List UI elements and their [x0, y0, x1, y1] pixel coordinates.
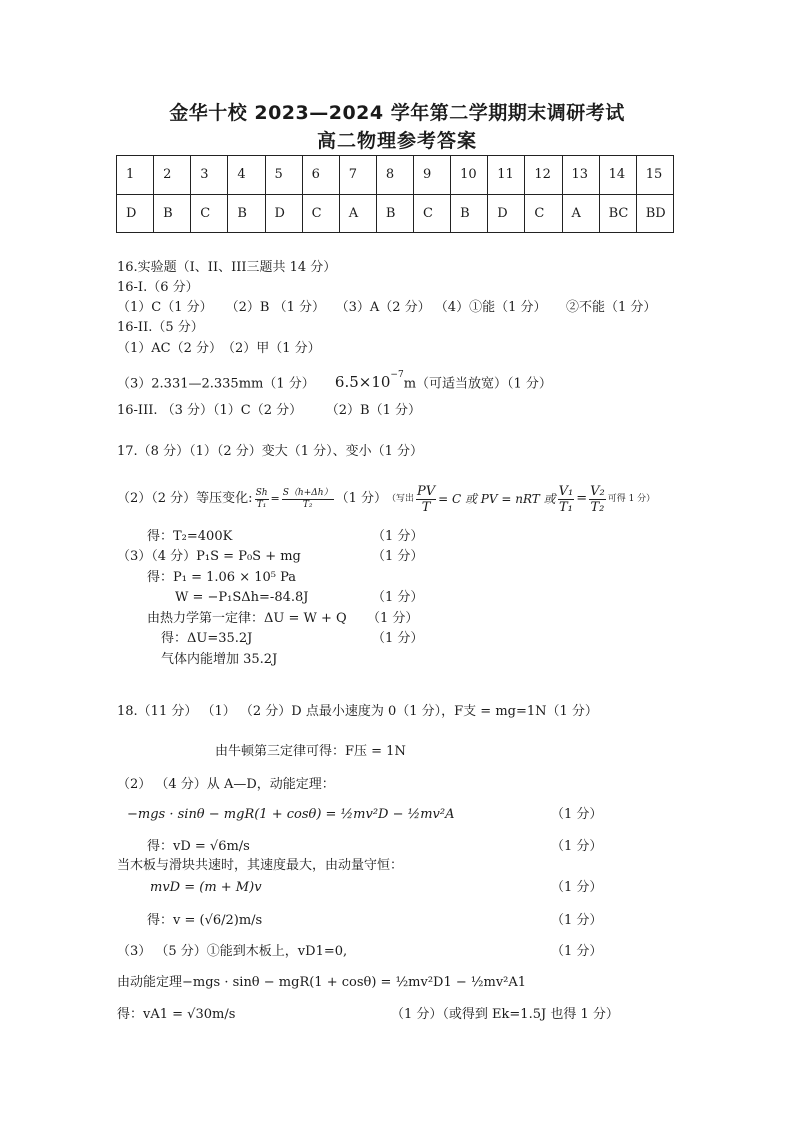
- answer-number-cell: 7: [339, 156, 376, 195]
- q17-f1-num: Sh: [255, 487, 268, 498]
- answer-number-cell: 9: [414, 156, 451, 195]
- q18-line3: （2） （4 分）从 A—D，动能定理：: [117, 777, 335, 792]
- q17-v1-num: V₁: [558, 483, 574, 499]
- q16-part1-answers: （1）C（1 分） （2）B （1 分） （3）A（2 分） （4）①能（1 分） ②不能（1 分）: [117, 300, 657, 315]
- answer-number-cell: 4: [228, 156, 265, 195]
- answer-letter-cell: C: [191, 194, 228, 233]
- q16-part2-note: m（可适当放宽）（1 分）: [403, 376, 552, 392]
- q18-line6: 当木板与滑块共速时，其速度最大，由动量守恒：: [117, 858, 404, 873]
- answer-table-answer-row: [117, 194, 674, 233]
- q18-line9-score: （1 分）: [551, 944, 603, 959]
- page-subtitle: 高二物理参考答案: [316, 130, 477, 152]
- answer-number-cell: 13: [562, 156, 599, 195]
- q17-pv-num: PV: [416, 483, 436, 499]
- answer-letter-cell: B: [451, 194, 488, 233]
- q16-part2-range: （3）2.331—2.335mm（1 分）: [117, 376, 315, 392]
- q18-line8-score: （1 分）: [551, 913, 603, 928]
- q18-line4: −mgs · sinθ − mgR(1 + cosθ) = ½mv²D − ½mv²A: [127, 807, 455, 822]
- answer-letter-cell: BC: [599, 194, 636, 233]
- q17-line8: 得：ΔU=35.2J: [161, 631, 253, 646]
- answer-letter-cell: C: [525, 194, 562, 233]
- answer-letter-cell: D: [488, 194, 525, 233]
- q17-line2: （2）（2 分）等压变化: $\frac{Sh}{\text{T₁}}$ = $\frac{S(h+\Delta h)}{\text{T₂}}$ （1 分） （写出 $\frac{PV}{T}$ = C 或 PV = nRT 或 $\frac{\text{V₁}}{\text{T₁}}$ = $\frac{\text{V₂}}{\text{T₂}}$ 可得 1 分）: [117, 483, 656, 515]
- q17-line2-eq: = C 或 PV = nRT 或: [438, 492, 556, 506]
- q17-line4: （3）（4 分）P₁S = P₀S + mg: [117, 549, 301, 564]
- answer-letter-cell: A: [339, 194, 376, 233]
- q17-line2-note1: （写出: [386, 494, 414, 504]
- answer-letter-cell: BD: [636, 194, 673, 233]
- q17-line4-score: （1 分）: [372, 549, 424, 564]
- q18-line4-score: （1 分）: [551, 807, 603, 822]
- q17-line2-note2: 可得 1 分）: [607, 494, 656, 504]
- q17-fraction-v1: [558, 484, 575, 515]
- answer-number-cell: 8: [376, 156, 413, 195]
- answer-number-cell: 3: [191, 156, 228, 195]
- answer-table: [116, 155, 674, 233]
- q16-part1-header: 16-I.（6 分）: [117, 280, 199, 295]
- q16-part3: 16-III. （3 分）（1）C（2 分） （2）B（1 分）: [117, 403, 421, 418]
- q17-fraction-shdh: [282, 488, 334, 511]
- q18-line5: 得：vD = √6m/s: [147, 839, 250, 854]
- answer-number-cell: 11: [488, 156, 525, 195]
- q18-line7-score: （1 分）: [551, 880, 603, 895]
- answer-number-cell: 2: [154, 156, 191, 195]
- answer-table-number-row: [117, 156, 674, 195]
- q16-part2-line2: [117, 372, 552, 392]
- answer-letter-cell: A: [562, 194, 599, 233]
- q18-line7: mvD = (m + M)v: [150, 880, 262, 895]
- answer-letter-cell: B: [154, 194, 191, 233]
- q18-line1: 18.（11 分） （1） （2 分）D 点最小速度为 0（1 分），F支 = mg=1N（1 分）: [117, 704, 598, 719]
- q18-line8: 得：v = (√6/2)m/s: [147, 913, 263, 928]
- q17-fraction-pvt: [416, 484, 436, 515]
- q17-v2-den: T₂: [590, 499, 605, 515]
- q18-line9: （3） （5 分）①能到木板上，vD1=0,: [117, 944, 348, 959]
- answer-letter-cell: B: [376, 194, 413, 233]
- q17-fraction-sh: [255, 488, 269, 511]
- answer-number-cell: 10: [451, 156, 488, 195]
- q17-f1-den: T₁: [256, 499, 267, 510]
- page-title: 金华十校 2023—2024 学年第二学期期末调研考试: [169, 102, 625, 124]
- q17-v1-den: T₁: [558, 499, 573, 515]
- answer-number-cell: 1: [117, 156, 154, 195]
- q17-line5: 得：P₁ = 1.06 × 10⁵ Pa: [147, 570, 297, 585]
- q16-part2-line1: （1）AC（2 分） （2）甲（1 分）: [117, 341, 321, 356]
- q17-f2-den: T₂: [302, 499, 313, 510]
- q17-line6-score: （1 分）: [372, 590, 424, 605]
- answer-number-cell: 12: [525, 156, 562, 195]
- q18-line5-score: （1 分）: [551, 839, 603, 854]
- q17-line7-score: （1 分）: [367, 611, 419, 626]
- q17-line9: 气体内能增加 35.2J: [161, 652, 278, 667]
- q17-line3-score: （1 分）: [372, 529, 424, 544]
- answer-letter-cell: B: [228, 194, 265, 233]
- q18-line11: 得：vA1 = √30m/s: [117, 1007, 236, 1022]
- q17-line6: W = −P₁SΔh=-84.8J: [175, 590, 309, 605]
- q16-header: 16.实验题（I、II、III三题共 14 分）: [117, 260, 337, 275]
- answer-letter-cell: C: [414, 194, 451, 233]
- q18-line10: 由动能定理−mgs · sinθ − mgR(1 + cosθ) = ½mv²D1 − ½mv²A1: [117, 975, 527, 990]
- q18-line11-score: （1 分）（或得到 Ek=1.5J 也得 1 分）: [391, 1007, 619, 1022]
- answer-letter-cell: D: [265, 194, 302, 233]
- q17-line2-prefix: （2）（2 分）等压变化:: [117, 491, 253, 506]
- q18-line2: 由牛顿第三定律可得：F压 = 1N: [215, 744, 406, 759]
- q17-line2-score: （1 分）: [335, 491, 387, 506]
- q17-fraction-v2: [589, 484, 606, 515]
- q16-part2-header: 16-II.（5 分）: [117, 320, 204, 335]
- q17-f2-num: S（h+Δh）: [282, 487, 333, 498]
- q17-pv-den: T: [421, 499, 431, 515]
- answer-letter-cell: D: [117, 194, 154, 233]
- q16-part2-wavelength: 6.5×10: [334, 373, 391, 392]
- answer-number-cell: 6: [302, 156, 339, 195]
- q17-v2-num: V₂: [590, 483, 605, 499]
- q17-line1: 17.（8 分）（1）（2 分）变大（1 分）、变小（1 分）: [117, 444, 424, 459]
- answer-number-cell: 5: [265, 156, 302, 195]
- answer-number-cell: 14: [599, 156, 636, 195]
- q17-line7: 由热力学第一定律：ΔU = W + Q: [147, 611, 347, 626]
- q17-line3: 得：T₂=400K: [147, 529, 233, 544]
- q17-line8-score: （1 分）: [372, 631, 424, 646]
- q16-part2-exponent: −7: [390, 370, 404, 380]
- answer-letter-cell: C: [302, 194, 339, 233]
- answer-number-cell: 15: [636, 156, 673, 195]
